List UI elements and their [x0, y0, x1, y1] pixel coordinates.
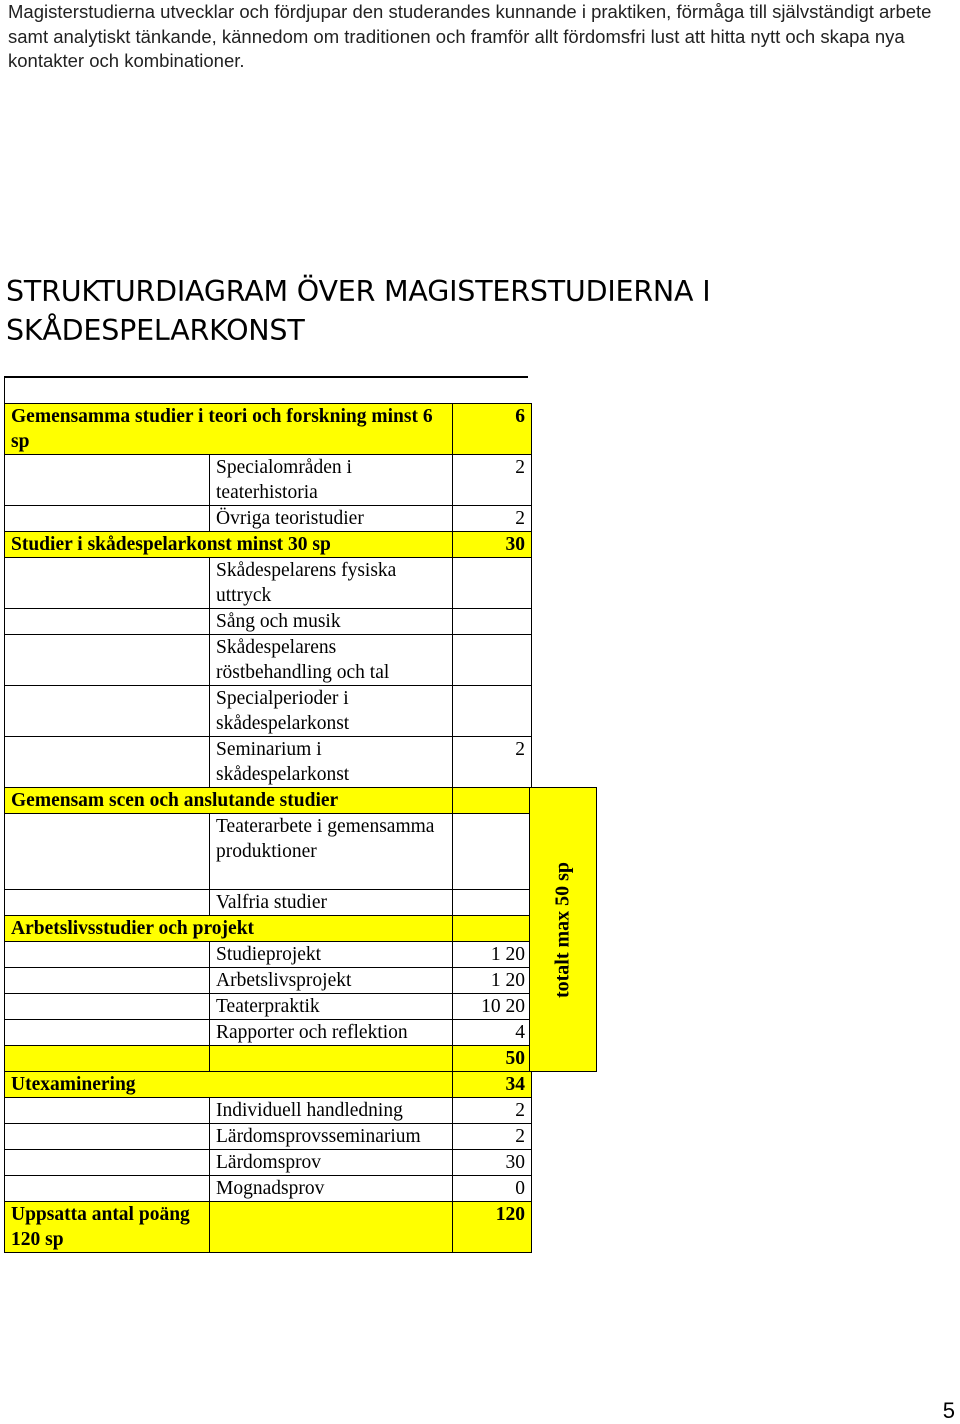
page-title: STRUKTURDIAGRAM ÖVER MAGISTERSTUDIERNA I SKÅDESPELARKONST: [6, 275, 711, 347]
credit-value: [453, 814, 532, 890]
empty-cell: [5, 558, 210, 609]
table-row: [5, 1202, 532, 1253]
credit-value: 50: [453, 1046, 532, 1072]
table-row: [5, 532, 532, 558]
empty-cell: [210, 1202, 453, 1253]
table-row: [5, 1020, 532, 1046]
table-row: [5, 788, 532, 814]
credit-value: [453, 686, 532, 737]
credit-value: 30: [453, 1150, 532, 1176]
table-row: [5, 635, 532, 686]
side-total-box: [529, 787, 597, 1072]
table-row: [5, 1098, 532, 1124]
table-row: [5, 916, 532, 942]
course-label: Skådespelarens fysiska uttryck: [210, 558, 453, 609]
credit-value: [453, 788, 532, 814]
subtotal-label: [210, 1046, 453, 1072]
credit-value: [453, 890, 532, 916]
empty-cell: [5, 1150, 210, 1176]
course-label: Lärdomsprov: [210, 1150, 453, 1176]
credit-value: 2: [453, 506, 532, 532]
category-label: Gemensam scen och anslutande studier: [5, 788, 453, 814]
intro-paragraph: Magisterstudierna utvecklar och fördjupar den studerandes kunnande i praktiken, förmåga till självständigt arbete samt analytiskt tänkande, kännedom om traditionen och framför allt fördomsfri lust att hitta nytt och skapa nya kontakter och kombinationer.: [8, 1, 932, 71]
credit-value: 2: [453, 455, 532, 506]
table-row: [5, 1072, 532, 1098]
course-label: Teaterarbete i gemensamma produktioner: [210, 814, 453, 890]
course-label: Rapporter och reflektion: [210, 1020, 453, 1046]
table-top-left-border: [4, 376, 5, 403]
credit-value: [453, 558, 532, 609]
empty-cell: [5, 609, 210, 635]
empty-cell: [5, 890, 210, 916]
table-row: [5, 506, 532, 532]
table-row: [5, 994, 532, 1020]
empty-cell: [5, 994, 210, 1020]
credit-value: 1 20: [453, 942, 532, 968]
course-label: Seminarium i skådespelarkonst: [210, 737, 453, 788]
table-row: [5, 814, 532, 890]
empty-cell: [5, 1020, 210, 1046]
credit-value: 2: [453, 1124, 532, 1150]
table-row: [5, 942, 532, 968]
empty-cell: [5, 455, 210, 506]
credit-value: [453, 916, 532, 942]
course-label: Individuell handledning: [210, 1098, 453, 1124]
empty-cell: [5, 506, 210, 532]
category-label: Gemensamma studier i teori och forskning minst 6 sp: [5, 404, 453, 455]
empty-cell: [5, 1176, 210, 1202]
empty-cell: [5, 968, 210, 994]
table-top-border: [4, 376, 528, 378]
table-row: [5, 1176, 532, 1202]
table-row: [5, 737, 532, 788]
table-row: [5, 404, 532, 455]
empty-cell: [5, 1124, 210, 1150]
category-label: Arbetslivsstudier och projekt: [5, 916, 453, 942]
table-row: [5, 558, 532, 609]
category-label: Studier i skådespelarkonst minst 30 sp: [5, 532, 453, 558]
course-label: Specialområden i teaterhistoria: [210, 455, 453, 506]
course-label: Specialperioder i skådespelarkonst: [210, 686, 453, 737]
table-row: [5, 968, 532, 994]
empty-cell: [5, 1098, 210, 1124]
credit-value: 2: [453, 737, 532, 788]
empty-cell: [5, 1046, 210, 1072]
credit-value: 34: [453, 1072, 532, 1098]
empty-cell: [5, 635, 210, 686]
course-label: Övriga teoristudier: [210, 506, 453, 532]
empty-cell: [5, 814, 210, 890]
table-row: [5, 686, 532, 737]
course-label: Studieprojekt: [210, 942, 453, 968]
credit-value: [453, 635, 532, 686]
course-label: Teaterpraktik: [210, 994, 453, 1020]
total-value: 120: [453, 1202, 532, 1253]
credit-value: 6: [453, 404, 532, 455]
total-label: Uppsatta antal poäng 120 sp: [5, 1202, 210, 1253]
course-label: Lärdomsprovsseminarium: [210, 1124, 453, 1150]
structure-table: [4, 403, 532, 1253]
course-label: Valfria studier: [210, 890, 453, 916]
credit-value: [453, 609, 532, 635]
credit-value: 2: [453, 1098, 532, 1124]
table-row: [5, 455, 532, 506]
course-label: Skådespelarens röstbehandling och tal: [210, 635, 453, 686]
credit-value: 10 20: [453, 994, 532, 1020]
course-label: Arbetslivsprojekt: [210, 968, 453, 994]
table-row: [5, 1124, 532, 1150]
page-number: 5: [942, 1398, 955, 1423]
table-row: [5, 1150, 532, 1176]
credit-value: 4: [453, 1020, 532, 1046]
credit-value: 1 20: [453, 968, 532, 994]
empty-cell: [5, 942, 210, 968]
table-row: [5, 609, 532, 635]
course-label: Sång och musik: [210, 609, 453, 635]
credit-value: 30: [453, 532, 532, 558]
credit-value: 0: [453, 1176, 532, 1202]
empty-cell: [5, 737, 210, 788]
empty-cell: [5, 686, 210, 737]
table-row: [5, 890, 532, 916]
side-total-label: totalt max 50 sp: [551, 861, 574, 998]
course-label: Mognadsprov: [210, 1176, 453, 1202]
table-row: [5, 1046, 532, 1072]
category-label: Utexaminering: [5, 1072, 453, 1098]
